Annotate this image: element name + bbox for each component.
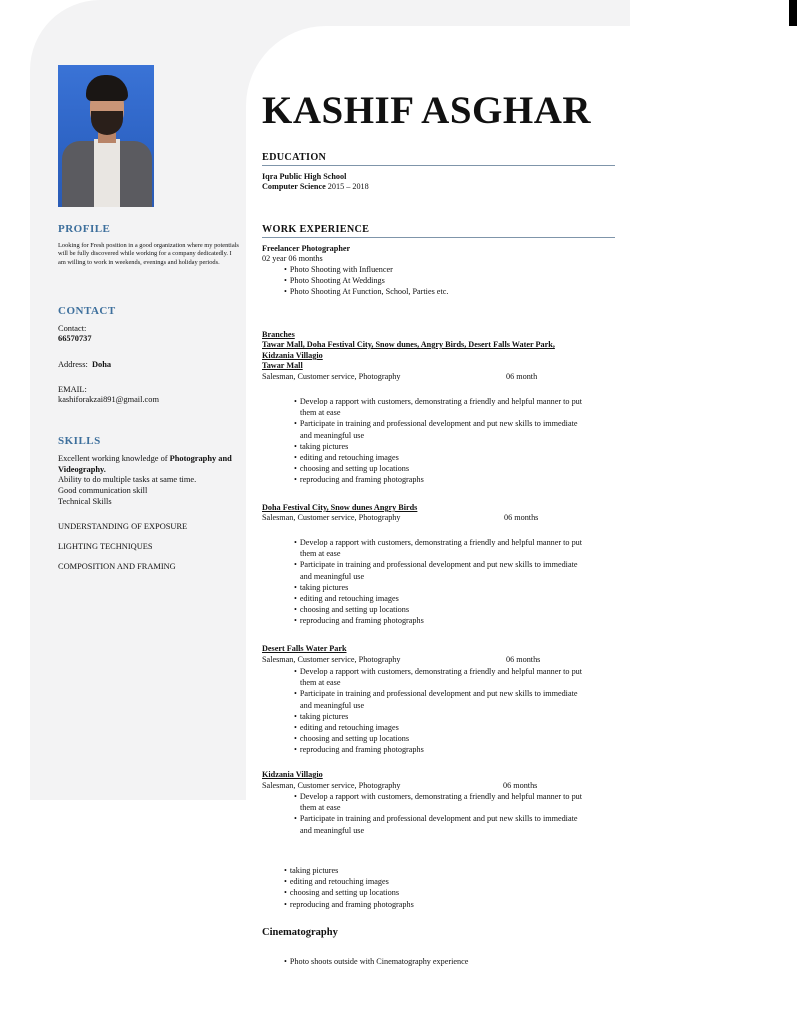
- branches-list-2: Kidzania Villagio: [262, 351, 323, 360]
- list-item: • reproducing and framing photographs: [280, 615, 618, 626]
- list-item: • Photo shoots outside with Cinematography experience: [280, 956, 618, 967]
- list-item: • taking pictures: [280, 582, 618, 593]
- list-item: • reproducing and framing photographs: [280, 744, 618, 755]
- branch-2-duties: [280, 537, 618, 627]
- branch-4-duties-b: [280, 865, 618, 910]
- list-item: • Develop a rapport with customers, demonstrating a friendly and helpful manner to put them at ease: [280, 396, 618, 418]
- branch-3-duties: [280, 666, 618, 756]
- list-item: • Develop a rapport with customers, demonstrating a friendly and helpful manner to put them at ease: [280, 666, 618, 688]
- freelance-title: Freelancer Photographer: [262, 244, 351, 253]
- education-years: 2015 – 2018: [327, 182, 369, 191]
- list-item: • Develop a rapport with customers, demonstrating a friendly and helpful manner to put them at ease: [280, 791, 618, 813]
- skill-exposure: UNDERSTANDING OF EXPOSURE: [58, 522, 188, 531]
- branch-2-duration: 06 months: [504, 513, 539, 522]
- education-heading: EDUCATION: [262, 152, 615, 166]
- freelance-duration: 02 year 06 months: [262, 254, 323, 263]
- email-label: EMAIL:: [58, 385, 87, 394]
- sidebar: [58, 65, 240, 571]
- address-label: Address:: [58, 360, 88, 369]
- branch-3-duration: 06 months: [506, 655, 541, 664]
- branches-list-1: Tawar Mall, Doha Festival City, Snow dunes, Angry Birds, Desert Falls Water Park,: [262, 340, 555, 349]
- branch-4-duties-a: [280, 791, 618, 836]
- list-item: • editing and retouching images: [280, 593, 618, 604]
- list-item: • Photo Shooting with Influencer: [280, 264, 618, 275]
- branch-2-role: Salesman, Customer service, Photography: [262, 513, 401, 522]
- list-item: • choosing and setting up locations: [280, 604, 618, 615]
- list-item: • Participate in training and professional development and put new skills to immediate and meaningful use: [280, 813, 618, 835]
- list-item: • taking pictures: [280, 441, 618, 452]
- address-value: Doha: [91, 360, 112, 369]
- education-field-line: [262, 182, 369, 193]
- list-item: • Participate in training and professional development and put new skills to immediate and meaningful use: [280, 688, 618, 710]
- skill-composition: COMPOSITION AND FRAMING: [58, 562, 176, 571]
- branch-3-name: Desert Falls Water Park: [262, 644, 347, 653]
- contact-heading: CONTACT: [58, 305, 116, 317]
- profile-photo: [58, 65, 154, 207]
- work-heading: WORK EXPERIENCE: [262, 224, 615, 238]
- list-item: • reproducing and framing photographs: [280, 474, 618, 485]
- skills-line-4: Technical Skills: [58, 497, 112, 506]
- education-field: Computer Science: [262, 182, 326, 191]
- profile-heading: PROFILE: [58, 223, 111, 235]
- skills-line-1-text: Excellent working knowledge of: [58, 454, 170, 463]
- branch-4-role: Salesman, Customer service, Photography: [262, 781, 401, 790]
- cinematography-heading: Cinematography: [262, 927, 338, 938]
- skills-line-3: Good communication skill: [58, 486, 148, 495]
- skills-line-2: Ability to do multiple tasks at same time.: [58, 475, 197, 484]
- skills-line-1-bold: Photography and Videography.: [58, 454, 232, 474]
- list-item: • choosing and setting up locations: [280, 887, 618, 898]
- branches-heading: Branches: [262, 330, 295, 339]
- freelance-list: [280, 264, 618, 298]
- list-item: • taking pictures: [280, 865, 618, 876]
- list-item: • choosing and setting up locations: [280, 463, 618, 474]
- contact-phone: 66570737: [58, 334, 92, 343]
- school-name: Iqra Public High School: [262, 172, 347, 181]
- skills-heading: SKILLS: [58, 435, 101, 447]
- list-item: • editing and retouching images: [280, 876, 618, 887]
- address-line: [58, 360, 240, 371]
- branch-4-duration: 06 months: [503, 781, 538, 790]
- branch-1-role: Salesman, Customer service, Photography: [262, 372, 401, 381]
- cinematography-list: [280, 956, 618, 967]
- list-item: • Participate in training and professional development and put new skills to immediate and meaningful use: [280, 418, 618, 440]
- list-item: • Photo Shooting At Weddings: [280, 275, 618, 286]
- list-item: • choosing and setting up locations: [280, 733, 618, 744]
- branch-4-name: Kidzania Villagio: [262, 770, 323, 779]
- branch-1-duration: 06 month: [506, 372, 538, 381]
- branch-1-name: Tawar Mall: [262, 361, 303, 370]
- list-item: • Develop a rapport with customers, demonstrating a friendly and helpful manner to put them at ease: [280, 537, 618, 559]
- candidate-name: KASHIF ASGHAR: [262, 89, 592, 132]
- branch-3-role: Salesman, Customer service, Photography: [262, 655, 401, 664]
- branch-2-name: Doha Festival City, Snow dunes Angry Birds: [262, 503, 418, 512]
- list-item: • Photo Shooting At Function, School, Parties etc.: [280, 286, 618, 297]
- email-value: kashiforakzai891@gmail.com: [58, 395, 159, 404]
- list-item: • taking pictures: [280, 711, 618, 722]
- list-item: • reproducing and framing photographs: [280, 899, 618, 910]
- skills-line-1: [58, 454, 240, 475]
- list-item: • editing and retouching images: [280, 722, 618, 733]
- contact-label: Contact:: [58, 324, 87, 333]
- branch-1-duties: [280, 396, 618, 486]
- profile-text: Looking for Fresh position in a good organization where my potentials will be fully discovered while working for a company dedicatedly. I am willing to work in weekends, evenings and holiday periods.: [58, 242, 239, 266]
- skill-lighting: LIGHTING TECHNIQUES: [58, 542, 153, 551]
- list-item: • editing and retouching images: [280, 452, 618, 463]
- list-item: • Participate in training and professional development and put new skills to immediate and meaningful use: [280, 559, 618, 581]
